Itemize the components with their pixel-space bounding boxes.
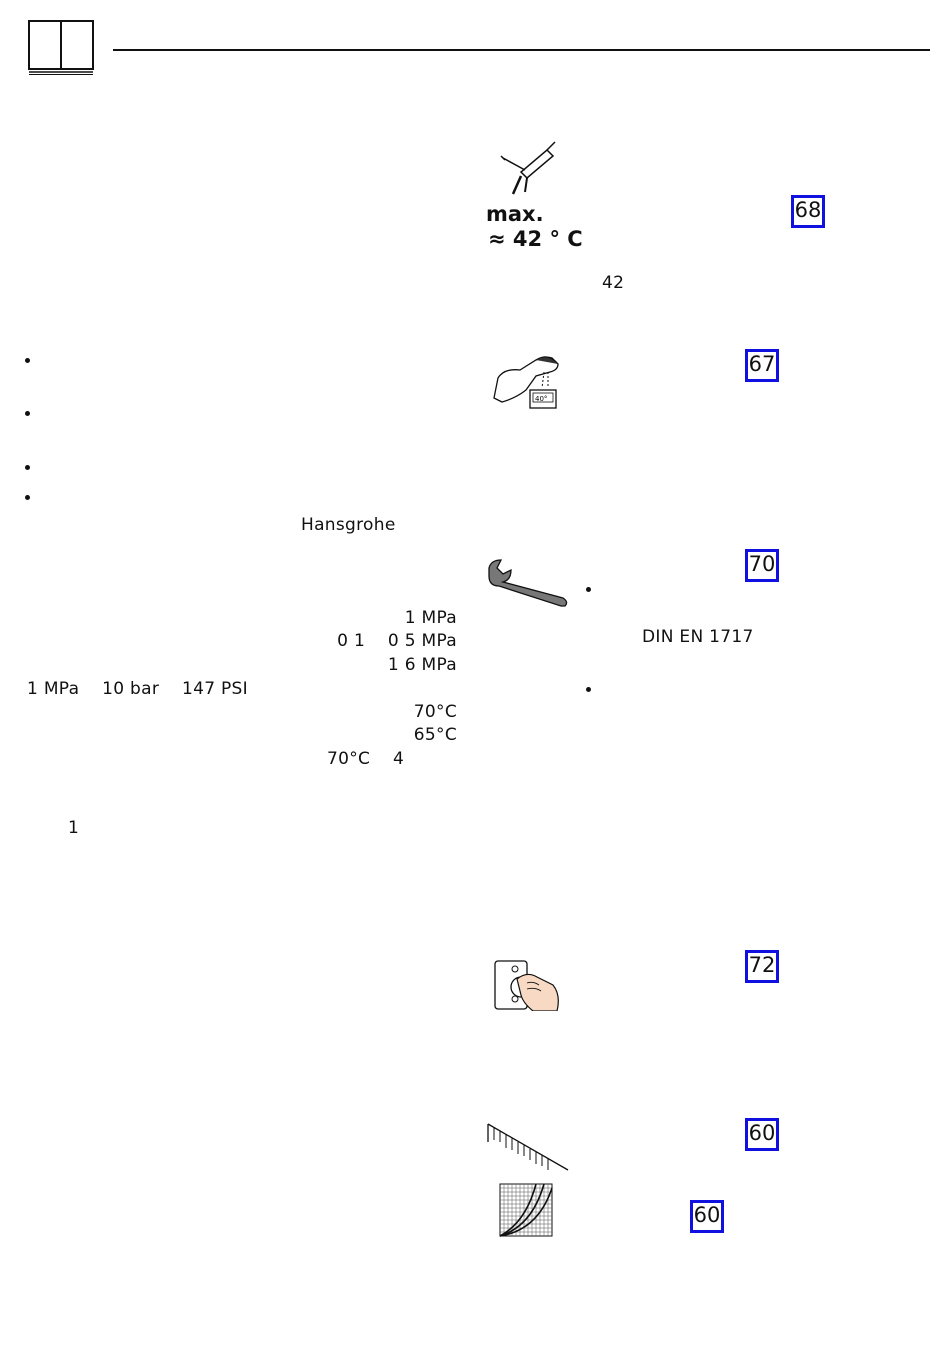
sealant-gun-icon xyxy=(497,140,561,196)
page-ref-60-a[interactable]: 60 xyxy=(745,1118,779,1151)
page-ref-72[interactable]: 72 xyxy=(745,950,779,983)
wrench-icon xyxy=(485,558,569,608)
pressure-note: 1 MPa 10 bar 147 PSI xyxy=(27,679,248,699)
page-ref-70[interactable]: 70 xyxy=(745,549,779,582)
temp-label-value: ≈ 42 ° C xyxy=(488,227,583,251)
spec-value-2: 0 1 0 5 MPa xyxy=(337,631,457,651)
header-rule xyxy=(113,49,930,51)
bullet-1 xyxy=(25,358,30,363)
temp-value-small: 42 xyxy=(602,273,625,293)
thermometer-hand-icon xyxy=(492,350,562,410)
spec-value-3: 1 6 MPa xyxy=(387,655,457,675)
brand-text: Hansgrohe xyxy=(301,515,396,535)
spec-value-5: 65°C xyxy=(413,725,457,745)
bullet-4 xyxy=(25,495,30,500)
page-ref-68[interactable]: 68 xyxy=(791,195,825,228)
bullet-3 xyxy=(25,465,30,470)
svg-text:40°: 40° xyxy=(535,395,548,403)
bullet-2 xyxy=(25,411,30,416)
footnote-number: 1 xyxy=(68,818,80,838)
spec-value-4: 70°C xyxy=(413,702,457,722)
page-ref-60-b[interactable]: 60 xyxy=(690,1200,724,1233)
hand-knob-icon xyxy=(493,955,561,1011)
standard-text: DIN EN 1717 xyxy=(642,627,754,647)
page-ref-67[interactable]: 67 xyxy=(745,349,779,382)
bullet-5 xyxy=(586,587,591,592)
bullet-6 xyxy=(586,687,591,692)
spec-value-1: 1 MPa xyxy=(404,608,457,628)
spec-value-6: 70°C 4 xyxy=(327,749,405,769)
book-icon xyxy=(28,20,96,76)
flow-diagram-icon xyxy=(486,1122,570,1240)
temp-label-max: max. xyxy=(486,202,544,226)
